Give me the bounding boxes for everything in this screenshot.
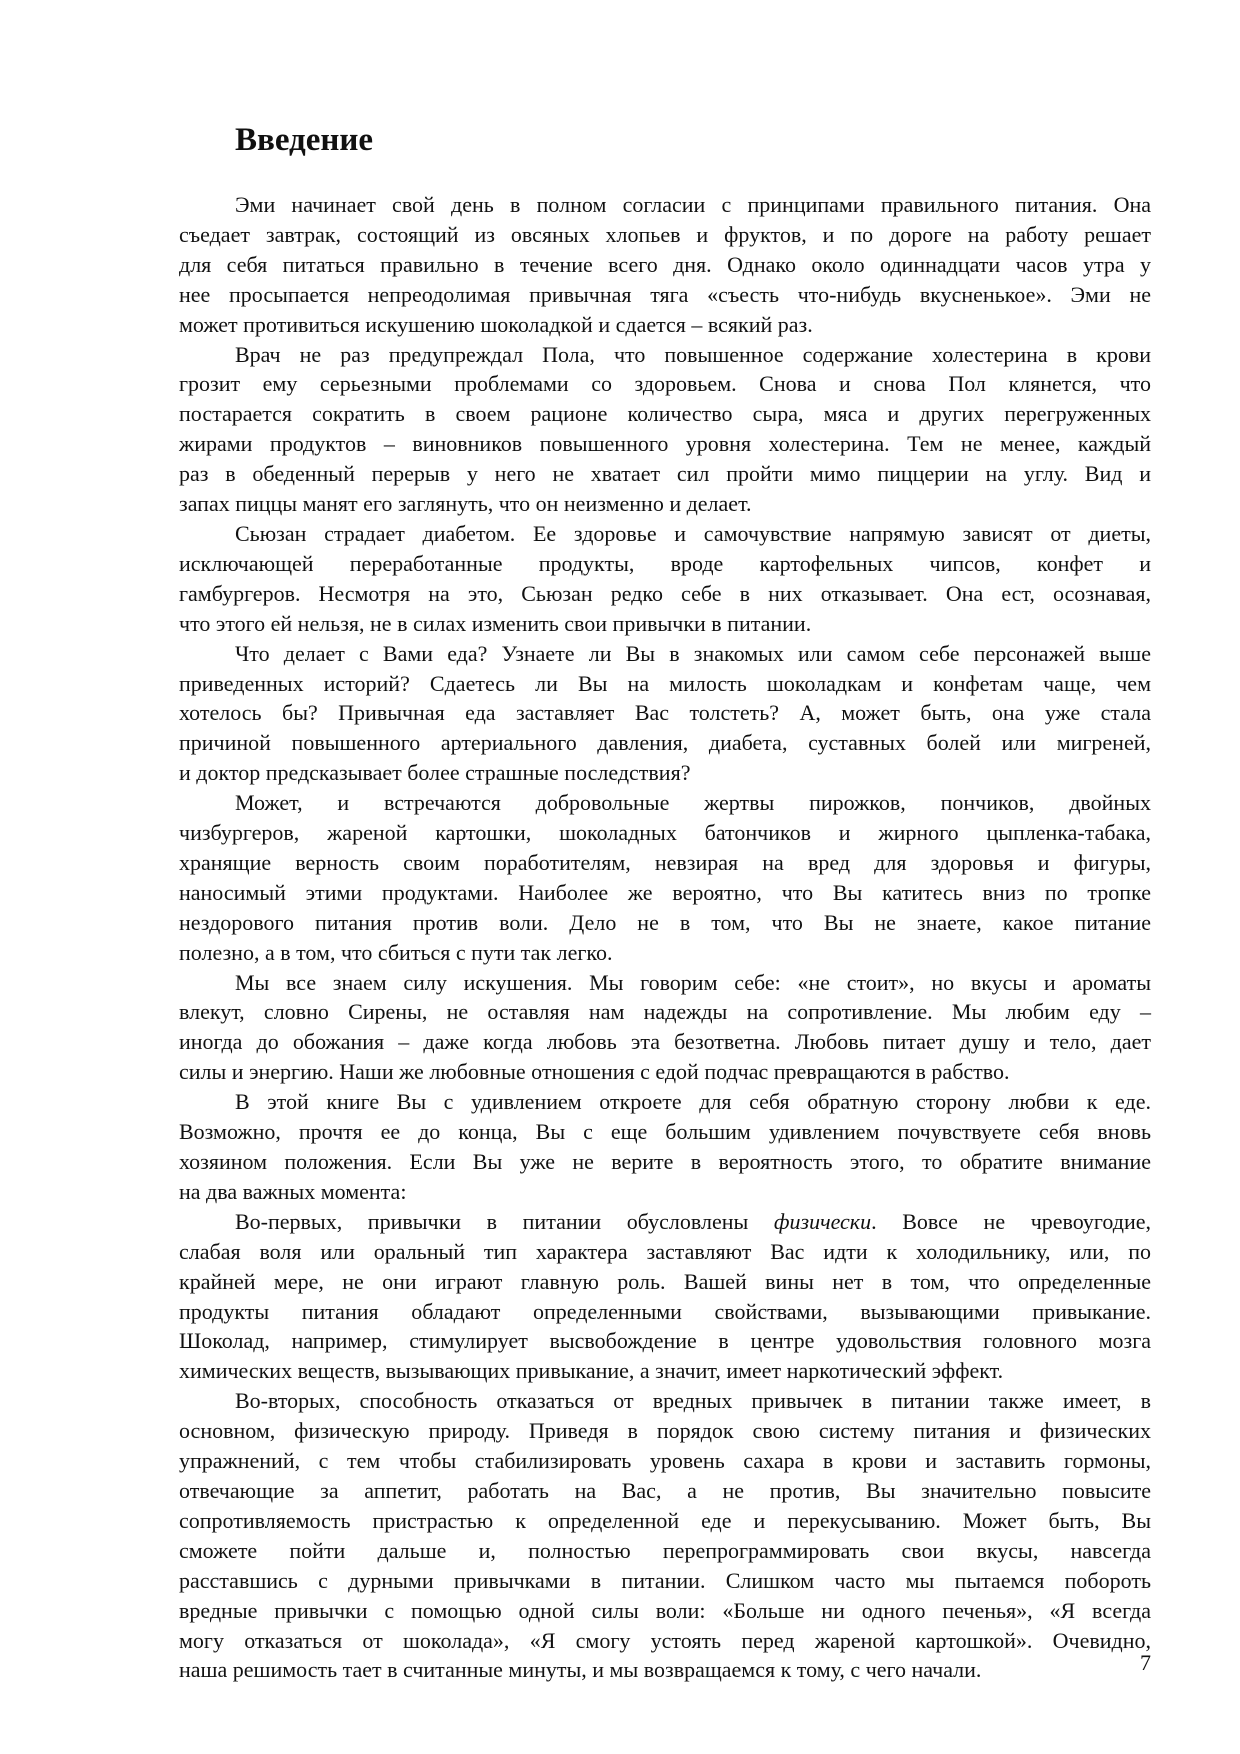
text-line: В этой книге Вы с удивлением откроете для себя обратную сторону любви к еде. — [235, 1089, 1151, 1115]
text-line: химических веществ, вызывающих привыкание, а значит, имеет наркотический эффект. — [179, 1358, 1004, 1384]
text-line: хранящие верность своим поработителям, невзирая на вред для здоровья и фигуры, — [179, 849, 1151, 875]
text-line: силы и энергию. Наши же любовные отношения с едой подчас превращаются в рабство. — [179, 1059, 1010, 1085]
text-line: влекут, словно Сирены, не оставляя нам надежды на сопротивление. Мы любим еду – — [179, 999, 1151, 1025]
text-line: отвечающие за аппетит, работать на Вас, а не против, Вы значительно повысите — [179, 1477, 1151, 1503]
section-title: Введение — [235, 122, 374, 158]
paragraph — [179, 190, 1151, 340]
text-line: для себя питаться правильно в течение всего дня. Однако около одиннадцати часов утра у — [179, 251, 1151, 277]
text-line: Во-первых, привычки в питании обусловлены физически. Вовсе не чревоугодие, — [235, 1208, 1151, 1234]
text-line: раз в обеденный перерыв у него не хватает сил пройти мимо пиццерии на углу. Вид и — [179, 461, 1151, 487]
paragraph — [179, 1087, 1151, 1207]
text-line: наша решимость тает в считанные минуты, и мы возвращаемся к тому, с чего начали. — [179, 1657, 982, 1683]
text-line: расставшись с дурными привычками в питании. Слишком часто мы пытаемся побороть — [179, 1567, 1151, 1593]
text-line: сможете пойти дальше и, полностью перепрограммировать свои вкусы, навсегда — [179, 1537, 1151, 1563]
text-line: чизбургеров, жареной картошки, шоколадных батончиков и жирного цыпленка-табака, — [179, 820, 1151, 846]
text-line: иногда до обожания – даже когда любовь эта безответна. Любовь питает душу и тело, дает — [179, 1029, 1151, 1055]
text-line: гамбургеров. Несмотря на это, Сьюзан редко себе в них отказывает. Она ест, осознавая, — [179, 580, 1151, 606]
text-line: хозяином положения. Если Вы уже не верите в вероятность этого, то обратите внимание — [179, 1149, 1151, 1174]
text-line: запах пиццы манят его заглянуть, что он неизменно и делает. — [179, 491, 752, 517]
text-line: упражнений, с тем чтобы стабилизировать уровень сахара в крови и заставить гормоны, — [179, 1448, 1151, 1474]
paragraph — [179, 519, 1151, 639]
paragraph — [179, 968, 1151, 1088]
text-line: наносимый этими продуктами. Наиболее же вероятно, что Вы катитесь вниз по тропке — [179, 879, 1151, 905]
paragraph — [179, 639, 1151, 789]
text-line: Возможно, прочтя ее до конца, Вы с еще большим удивлением почувствуете себя вновь — [179, 1119, 1151, 1145]
text-line: могу отказаться от шоколада», «Я смогу устоять перед жареной картошкой». Очевидно, — [179, 1627, 1151, 1653]
text-line: нездорового питания против воли. Дело не в том, что Вы не знаете, какое питание — [179, 909, 1151, 935]
text-line: может противиться искушению шоколадкой и сдается – всякий раз. — [179, 311, 813, 337]
page-number: 7 — [1140, 1650, 1151, 1675]
paragraph — [179, 788, 1151, 967]
text-line: съедает завтрак, состоящий из овсяных хлопьев и фруктов, и по дороге на работу решает — [179, 221, 1151, 247]
text-line: исключающей переработанные продукты, вроде картофельных чипсов, конфет и — [179, 550, 1151, 576]
emphasis: физически — [773, 1208, 872, 1234]
text-line: Сьюзан страдает диабетом. Ее здоровье и самочувствие напрямую зависят от диеты, — [235, 520, 1151, 546]
text-line: крайней мере, не они играют главную роль. Вашей вины нет в том, что определенные — [179, 1268, 1151, 1294]
text-line: и доктор предсказывает более страшные последствия? — [179, 760, 691, 786]
text-line: Что делает с Вами еда? Узнаете ли Вы в знакомых или самом себе персонажей выше — [235, 640, 1151, 666]
text-line: полезно, а в том, что сбиться с пути так легко. — [179, 939, 613, 965]
text-line: Эми начинает свой день в полном согласии с принципами правильного питания. Она — [235, 192, 1151, 217]
paragraph — [179, 1207, 1151, 1386]
text-line: хотелось бы? Привычная еда заставляет Вас толстеть? А, может быть, она уже стала — [179, 700, 1151, 726]
body-text — [179, 190, 1151, 1685]
text-line: основном, физическую природу. Приведя в порядок свою систему питания и физических — [179, 1418, 1151, 1444]
text-line: вредные привычки с помощью одной силы воли: «Больше ни одного печенья», «Я всегда — [179, 1597, 1151, 1623]
text-line: постарается сократить в своем рационе количество сыра, мяса и других перегруженных — [179, 401, 1151, 427]
text-line: Шоколад, например, стимулирует высвобождение в центре удовольствия головного мозга — [179, 1328, 1151, 1354]
text-line: Врач не раз предупреждал Пола, что повышенное содержание холестерина в крови — [235, 341, 1151, 367]
paragraph — [179, 340, 1151, 519]
text-line: жирами продуктов – виновников повышенного уровня холестерина. Тем не менее, каждый — [179, 431, 1151, 457]
text-line: Мы все знаем силу искушения. Мы говорим себе: «не стоит», но вкусы и ароматы — [235, 969, 1151, 995]
text-line: нее просыпается непреодолимая привычная тяга «съесть что-нибудь вкусненькое». Эми не — [179, 281, 1151, 307]
text-line: сопротивляемость пристрастью к определенной еде и перекусыванию. Может быть, Вы — [179, 1507, 1151, 1533]
text-line: слабая воля или оральный тип характера заставляют Вас идти к холодильнику, или, по — [179, 1238, 1151, 1264]
text-line: причиной повышенного артериального давления, диабета, суставных болей или мигреней, — [179, 730, 1151, 756]
text-line: что этого ей нельзя, не в силах изменить свои привычки в питании. — [179, 610, 812, 636]
text-line: на два важных момента: — [179, 1178, 407, 1204]
text-line: продукты питания обладают определенными свойствами, вызывающими привыкание. — [179, 1298, 1151, 1324]
text-line: Во-вторых, способность отказаться от вредных привычек в питании также имеет, в — [235, 1388, 1151, 1414]
text-line: Может, и встречаются добровольные жертвы пирожков, пончиков, двойных — [235, 790, 1151, 816]
text-line: грозит ему серьезными проблемами со здоровьем. Снова и снова Пол клянется, что — [179, 371, 1151, 397]
paragraph — [179, 1386, 1151, 1685]
text-line: приведенных историй? Сдаетесь ли Вы на милость шоколадкам и конфетам чаще, чем — [179, 670, 1151, 696]
